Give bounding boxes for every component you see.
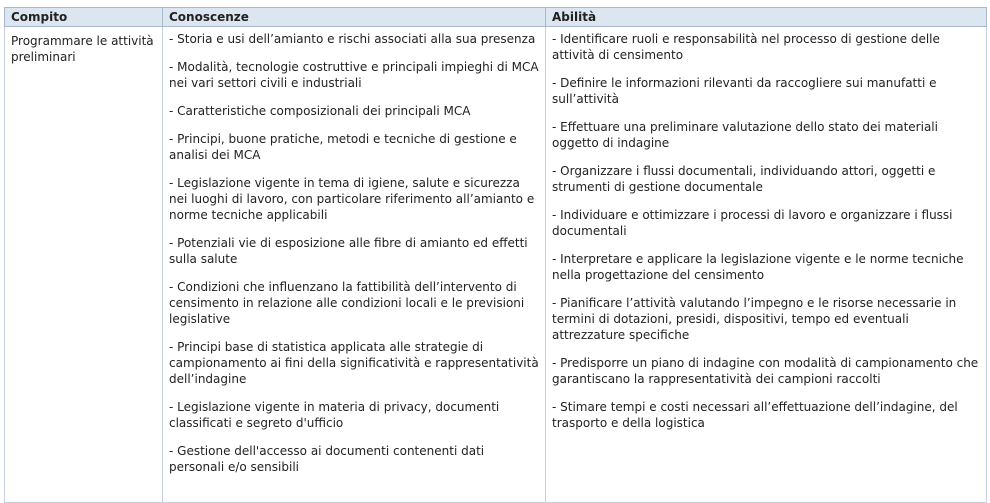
list-item: - Storia e usi dell’amianto e rischi associati alla sua presenza [169,32,536,46]
list-item: - Identificare ruoli e responsabilità nel processo di gestione delle attività di censimento [552,32,940,62]
table-row [5,27,987,503]
list-item: - Modalità, tecnologie costruttive e principali impieghi di MCA nei vari settori civili e industriali [169,60,539,90]
list-item: - Stimare tempi e costi necessari all’effettuazione dell’indagine, del trasporto e della logistica [552,400,958,430]
list-item: - Gestione dell'accesso ai documenti contenenti dati personali e/o sensibili [169,444,485,474]
list-item: - Effettuare una preliminare valutazione dello stato dei materiali oggetto di indagine [552,120,938,150]
list-item: - Potenziali vie di esposizione alle fibre di amianto ed effetti sulla salute [169,236,528,266]
list-item: - Predisporre un piano di indagine con modalità di campionamento che garantiscano la rappresentatività dei campioni raccolti [552,356,979,386]
list-item: - Principi base di statistica applicata alle strategie di campionamento ai fini della significatività e rappresentatività dell’indagine [169,340,539,386]
list-item: - Definire le informazioni rilevanti da raccogliere sui manufatti e sull’attività [552,76,937,106]
list-item: - Pianificare l’attività valutando l’impegno e le risorse necessarie in termini di dotazioni, presidi, dispositivi, tempo ed eventuali attrezzature specifiche [552,296,957,342]
header-compito: Compito [5,8,163,27]
list-item: - Individuare e ottimizzare i processi di lavoro e organizzare i flussi documentali [552,208,953,238]
competency-table [4,7,987,503]
cell-compito: Programmare le attività preliminari [5,27,163,503]
header-row [5,8,987,27]
list-item: - Legislazione vigente in materia di privacy, documenti classificati e segreto d'ufficio [169,400,500,430]
header-abilita: Abilità [546,8,987,27]
list-item: - Condizioni che influenzano la fattibilità dell’intervento di censimento in relazione alle condizioni locali e le previsioni legislative [169,280,525,326]
cell-abilita [546,27,987,503]
list-item: - Principi, buone pratiche, metodi e tecniche di gestione e analisi dei MCA [169,132,517,162]
list-item: - Legislazione vigente in tema di igiene, salute e sicurezza nei luoghi di lavoro, con particolare riferimento all’amianto e norme tecniche applicabili [169,176,535,222]
cell-conoscenze [163,27,546,503]
header-conoscenze: Conoscenze [163,8,546,27]
list-item: - Caratteristiche composizionali dei principali MCA [169,104,471,118]
list-item: - Organizzare i flussi documentali, individuando attori, oggetti e strumenti di gestione documentale [552,164,936,194]
list-item: - Interpretare e applicare la legislazione vigente e le norme tecniche nella progettazione del censimento [552,252,964,282]
